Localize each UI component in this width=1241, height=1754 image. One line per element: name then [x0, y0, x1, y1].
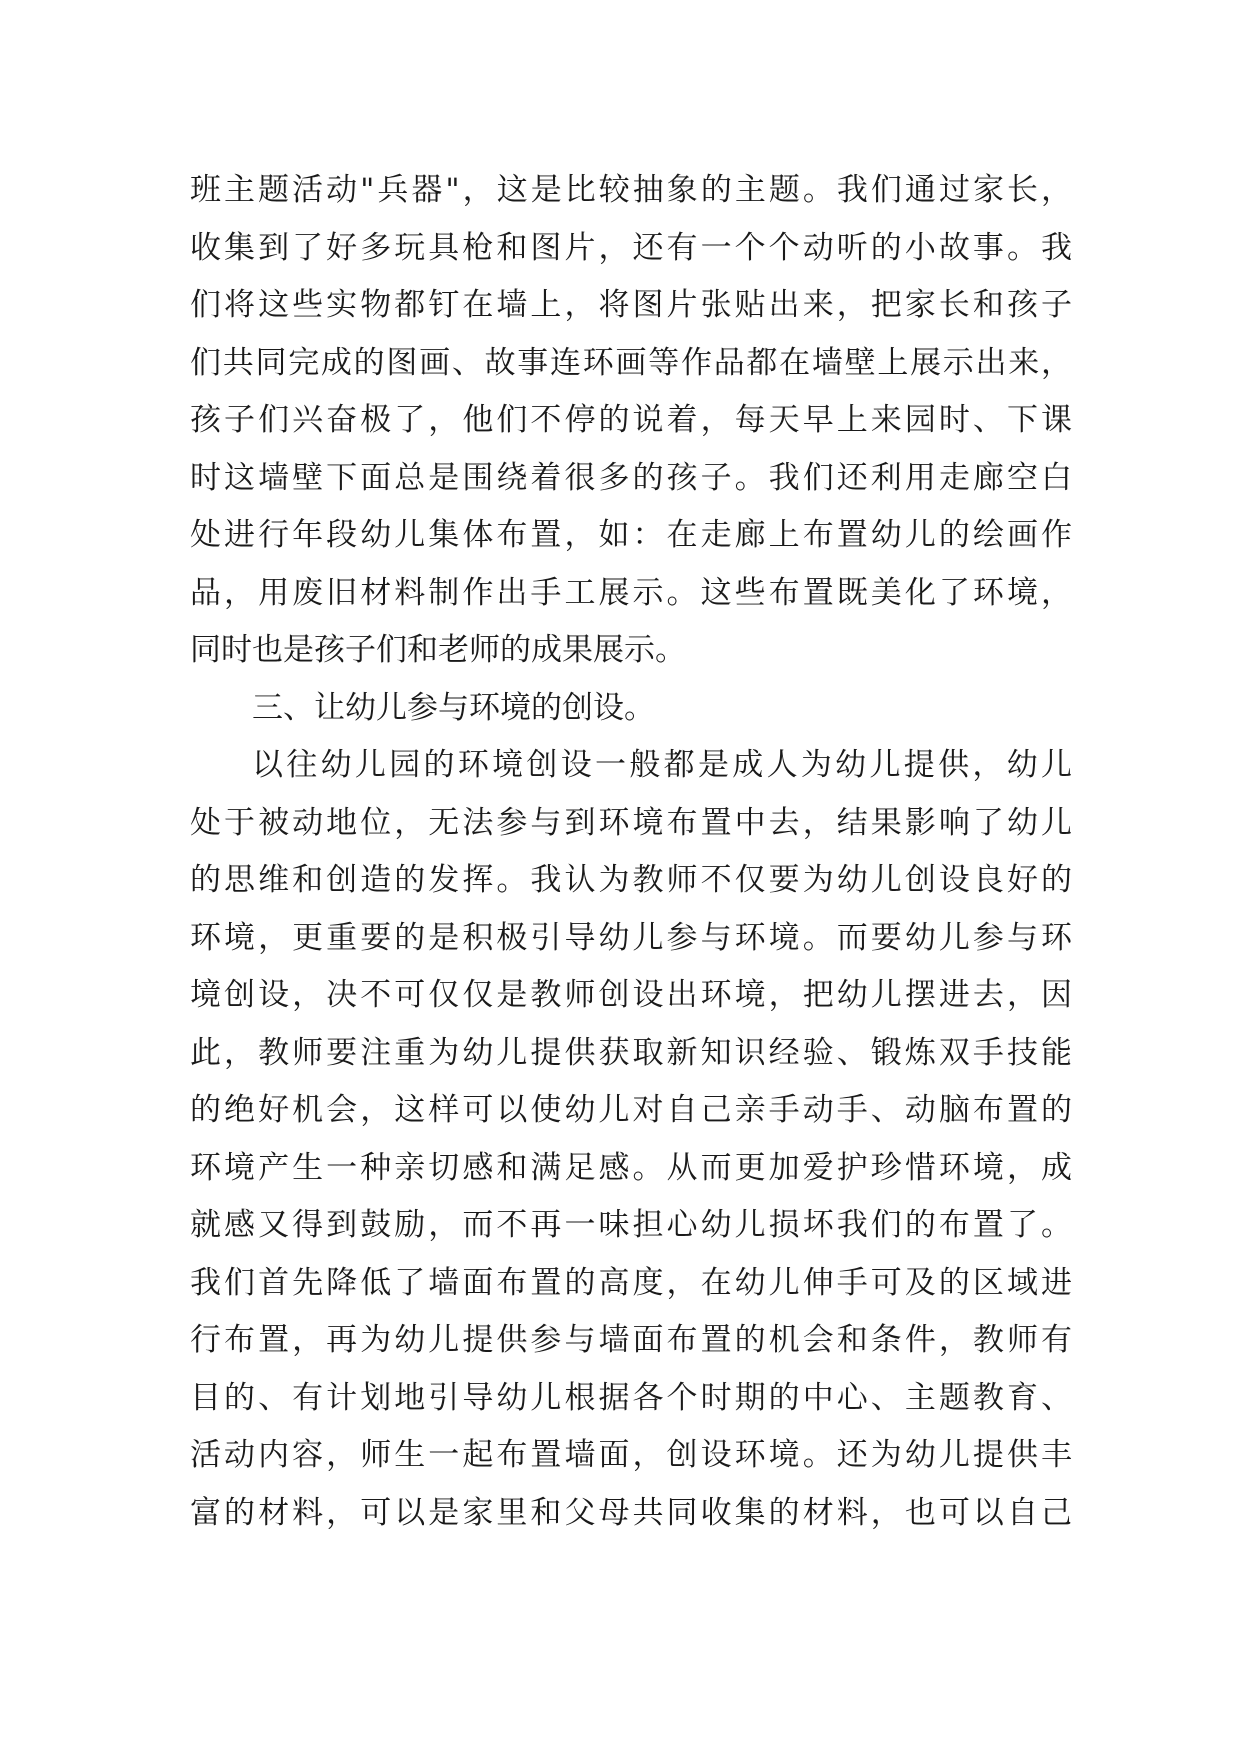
section-heading: 三、让幼儿参与环境的创设。 — [252, 689, 655, 726]
text-line: 环境产生一种亲切感和满足感。从而更加爱护珍惜环境，成 — [190, 1149, 1072, 1186]
text-line: 就感又得到鼓励，而不再一味担心幼儿损坏我们的布置了。 — [190, 1207, 1072, 1243]
text-line: 的思维和创造的发挥。我认为教师不仅要为幼儿创设良好的 — [190, 862, 1072, 898]
text-line: 的绝好机会，这样可以使幼儿对自己亲手动手、动脑布置的 — [190, 1092, 1072, 1128]
text-line: 们将这些实物都钉在墙上，将图片张贴出来，把家长和孩子 — [190, 287, 1072, 323]
text-line: 收集到了好多玩具枪和图片，还有一个个动听的小故事。我 — [190, 229, 1072, 266]
body-text — [190, 162, 1072, 1542]
text-line: 活动内容，师生一起布置墙面，创设环境。还为幼儿提供丰 — [190, 1437, 1072, 1473]
text-line: 行布置，再为幼儿提供参与墙面布置的机会和条件，教师有 — [190, 1322, 1072, 1358]
text-line: 富的材料，可以是家里和父母共同收集的材料，也可以自己 — [190, 1494, 1072, 1531]
text-line: 品，用废旧材料制作出手工展示。这些布置既美化了环境， — [190, 574, 1072, 611]
text-line: 我们首先降低了墙面布置的高度，在幼儿伸手可及的区域进 — [190, 1264, 1072, 1301]
text-line: 处于被动地位，无法参与到环境布置中去，结果影响了幼儿 — [190, 804, 1072, 841]
text-line: 们共同完成的图画、故事连环画等作品都在墙壁上展示出来， — [190, 344, 1072, 381]
text-line: 孩子们兴奋极了，他们不停的说着，每天早上来园时、下课 — [190, 402, 1072, 438]
text-line: 以往幼儿园的环境创设一般都是成人为幼儿提供，幼儿 — [252, 747, 1072, 783]
text-line: 处进行年段幼儿集体布置，如：在走廊上布置幼儿的绘画作 — [190, 517, 1072, 553]
text-line: 境创设，决不可仅仅是教师创设出环境，把幼儿摆进去，因 — [190, 977, 1072, 1013]
text-line: 时这墙壁下面总是围绕着很多的孩子。我们还利用走廊空白 — [190, 459, 1072, 496]
text-line: 同时也是孩子们和老师的成果展示。 — [190, 632, 686, 668]
text-line: 班主题活动"兵器"，这是比较抽象的主题。我们通过家长， — [190, 172, 1072, 208]
text-line: 目的、有计划地引导幼儿根据各个时期的中心、主题教育、 — [190, 1379, 1072, 1416]
text-line: 环境，更重要的是积极引导幼儿参与环境。而要幼儿参与环 — [190, 919, 1072, 956]
text-line: 此，教师要注重为幼儿提供获取新知识经验、锻炼双手技能 — [190, 1034, 1072, 1071]
